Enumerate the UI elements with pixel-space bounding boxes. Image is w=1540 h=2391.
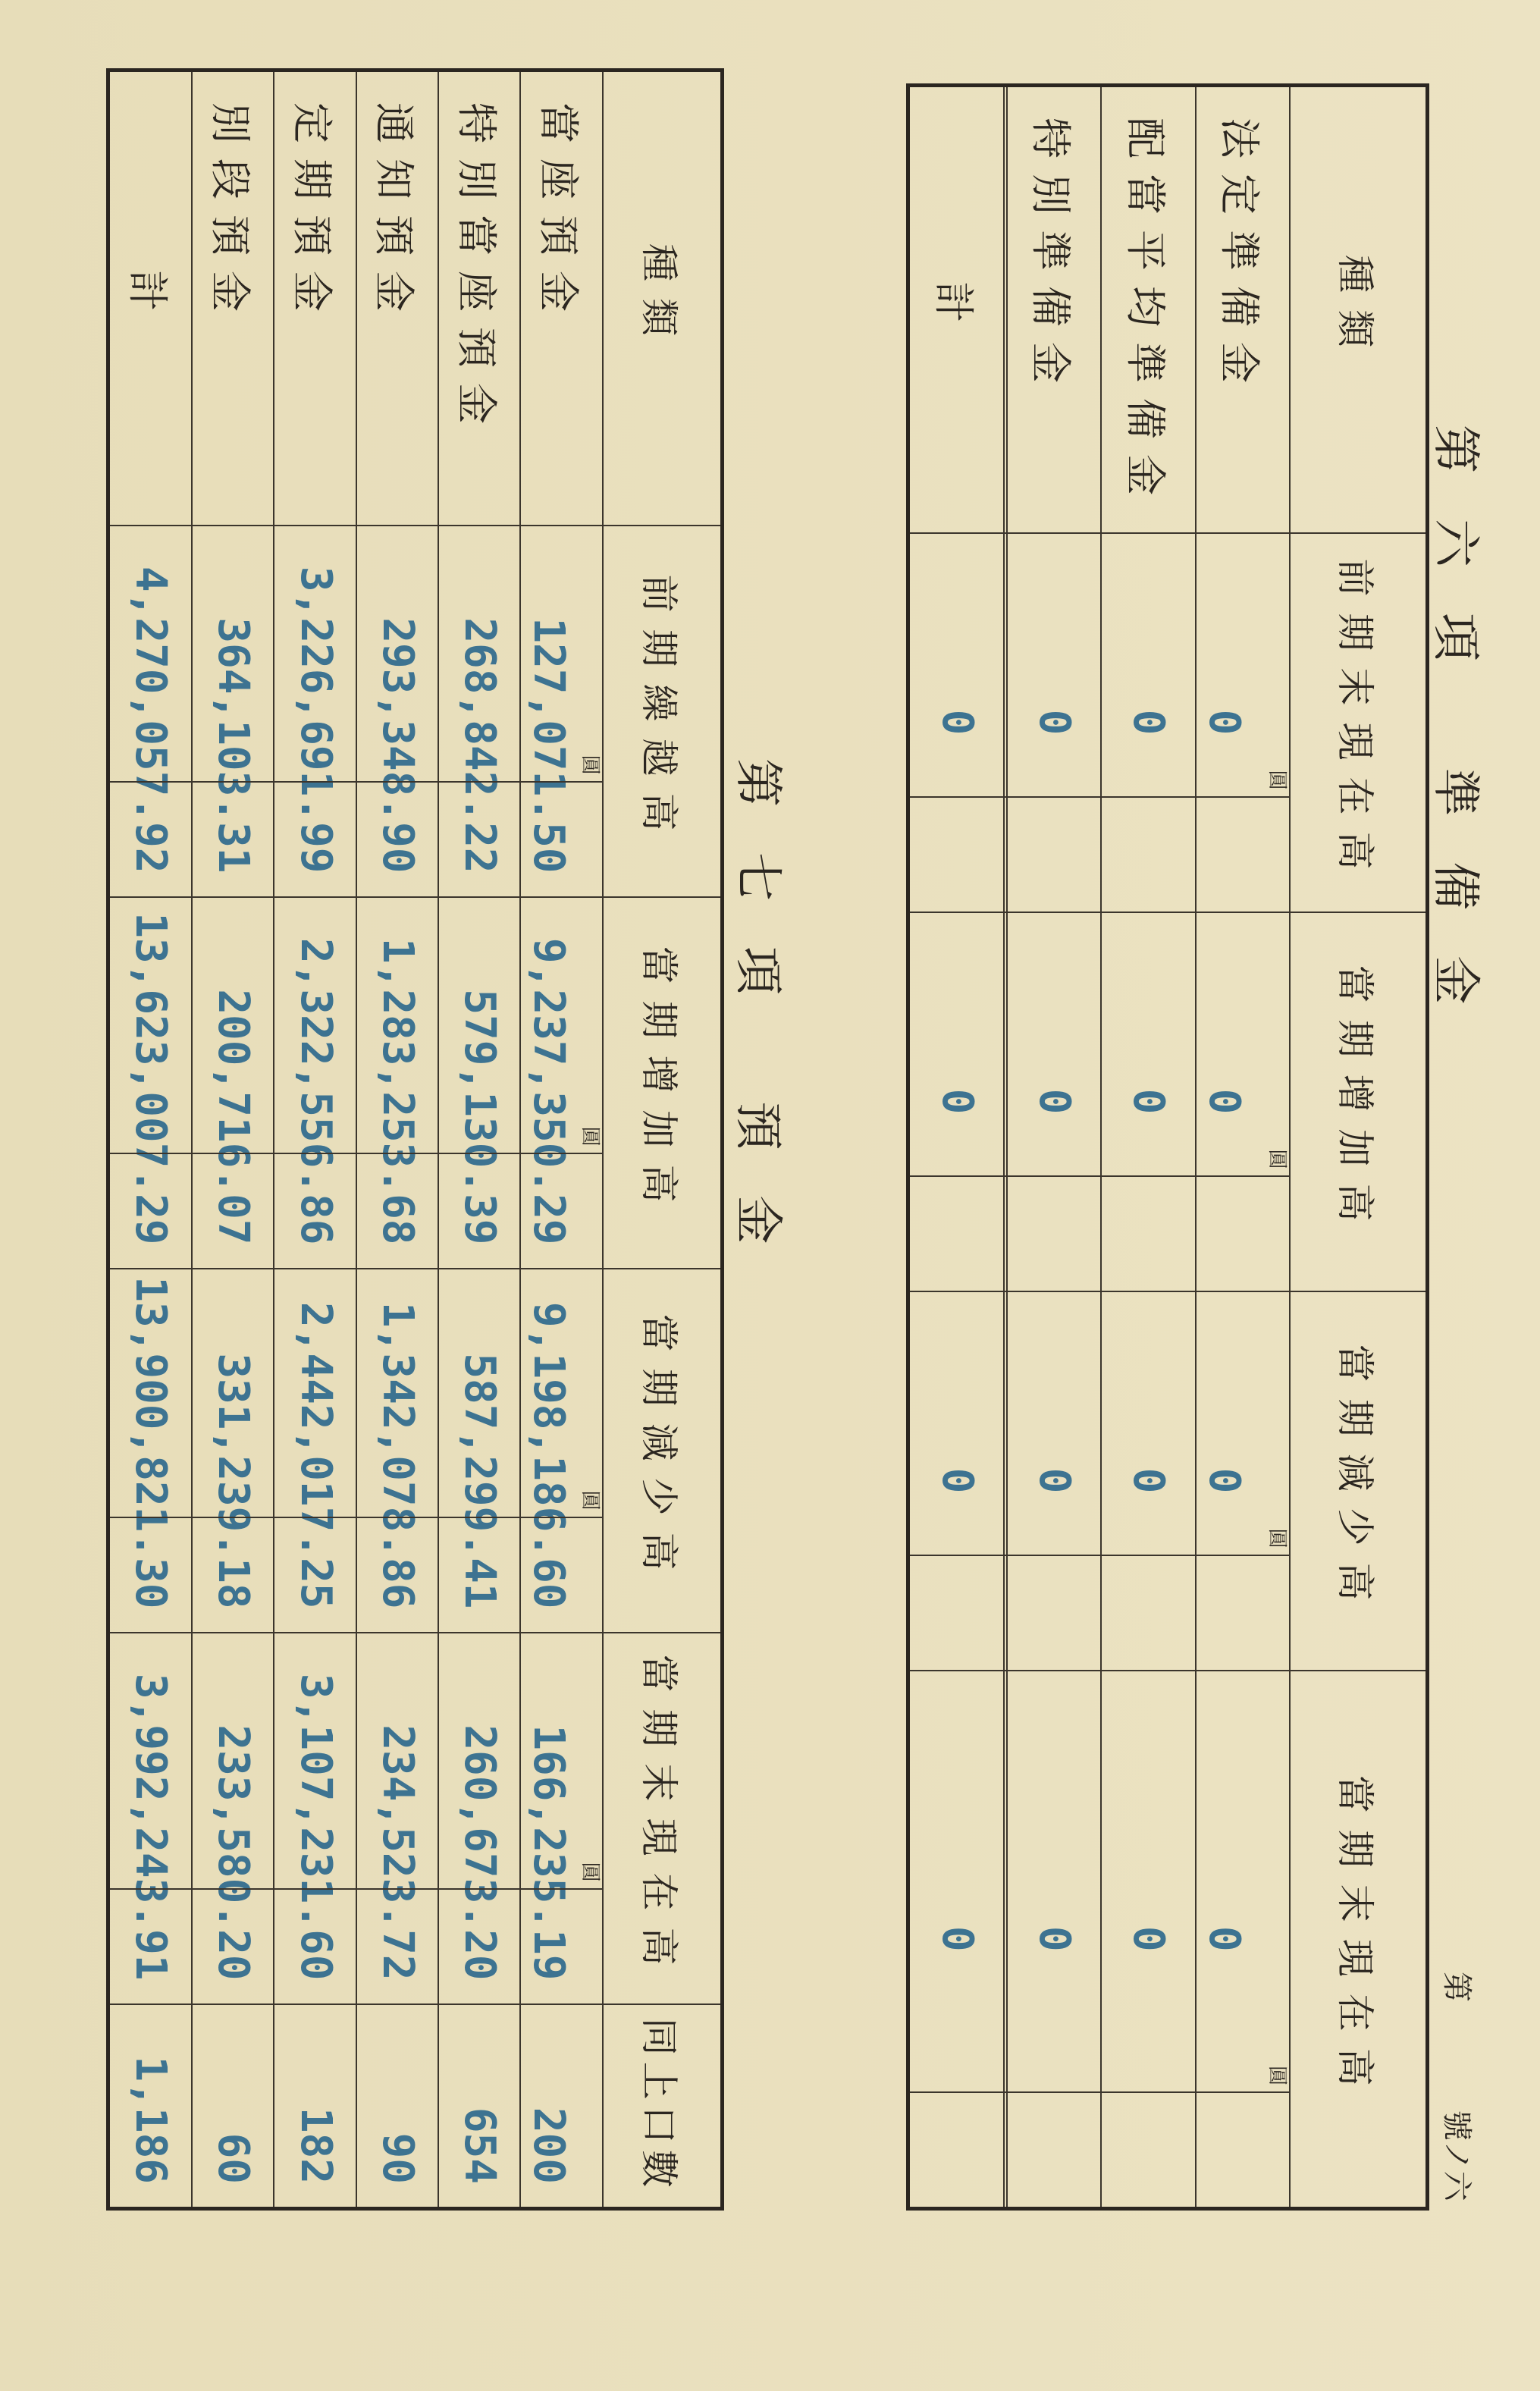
amount-cell bbox=[908, 912, 1005, 1291]
unit-label: 圓 bbox=[578, 1490, 601, 1511]
column-header: 當期增加高 bbox=[1290, 912, 1427, 1291]
amount-value: 0 bbox=[1029, 709, 1079, 736]
amount-cell bbox=[438, 1269, 520, 1633]
amount-cell bbox=[1101, 912, 1196, 1291]
column-header: 種類 bbox=[1290, 86, 1427, 533]
table-row bbox=[192, 71, 274, 2209]
amount-value: 0 bbox=[932, 1467, 982, 1494]
amount-value: 0 bbox=[1199, 1925, 1249, 1952]
row-kind-label: 計 bbox=[108, 71, 192, 526]
amount-value: 0 bbox=[1199, 709, 1249, 736]
amount-value: 2,322,556.86 bbox=[290, 937, 340, 1245]
amount-value: 3,107,231.60 bbox=[290, 1673, 340, 1981]
amount-value: 233,580.20 bbox=[209, 1724, 259, 1981]
amount-value: 587,299.41 bbox=[455, 1353, 505, 1609]
account-count-cell: 60 bbox=[192, 2004, 274, 2209]
amount-value: 331,239.18 bbox=[209, 1353, 259, 1609]
amount-cell bbox=[438, 1633, 520, 2004]
table-header-row bbox=[1290, 86, 1427, 2209]
amount-cell bbox=[274, 1269, 356, 1633]
amount-value: 166,235.19 bbox=[524, 1724, 574, 1981]
row-kind-label: 當座預金 bbox=[520, 71, 602, 526]
row-kind-label: 法定準備金 bbox=[1196, 86, 1291, 533]
row-kind-label: 計 bbox=[908, 86, 1005, 533]
amount-value: 13,623,007.29 bbox=[126, 912, 176, 1245]
table-row bbox=[908, 86, 1005, 2209]
page-number bbox=[1438, 1972, 1481, 2201]
amount-cell bbox=[1196, 1291, 1291, 1671]
row-kind-label: 特別準備金 bbox=[1007, 86, 1102, 533]
amount-cell bbox=[520, 897, 602, 1269]
amount-cell bbox=[1004, 912, 1006, 1291]
account-count-cell: 1,186 bbox=[108, 2004, 192, 2209]
amount-cell bbox=[520, 1633, 602, 2004]
deposits-table bbox=[106, 68, 724, 2211]
amount-cell bbox=[192, 1633, 274, 2004]
account-count-cell: 200 bbox=[520, 2004, 602, 2209]
amount-cell bbox=[908, 1291, 1005, 1671]
table-row bbox=[1101, 86, 1196, 2209]
amount-cell bbox=[108, 897, 192, 1269]
amount-cell bbox=[192, 1269, 274, 1633]
amount-value: 4,270,057.92 bbox=[126, 566, 176, 874]
amount-cell bbox=[438, 897, 520, 1269]
section7-title: 第七項 預金 bbox=[729, 758, 786, 1290]
amount-value: 268,842.22 bbox=[455, 617, 505, 874]
amount-cell bbox=[1007, 533, 1102, 912]
account-count-cell: 90 bbox=[356, 2004, 438, 2209]
table-row bbox=[520, 71, 602, 2209]
table-row bbox=[1196, 86, 1291, 2209]
section6-title: 第六項 準備金 bbox=[1427, 425, 1483, 1050]
amount-value: 9,237,350.29 bbox=[524, 937, 574, 1245]
unit-label: 圓 bbox=[1266, 1149, 1289, 1169]
amount-value: 3,226,691.99 bbox=[290, 566, 340, 874]
row-kind-label: 特別當座預金 bbox=[438, 71, 520, 526]
row-kind-label: 別段預金 bbox=[192, 71, 274, 526]
amount-cell bbox=[438, 526, 520, 897]
amount-value: 260,673.20 bbox=[455, 1724, 505, 1981]
column-header: 前期末現在高 bbox=[1290, 533, 1427, 912]
amount-value: 0 bbox=[1124, 1467, 1174, 1494]
amount-value: 127,071.50 bbox=[524, 617, 574, 874]
unit-label: 圓 bbox=[578, 1126, 601, 1147]
column-header: 當期末現在高 bbox=[603, 1633, 723, 2004]
table-row bbox=[356, 71, 438, 2209]
table-row bbox=[1004, 86, 1006, 2209]
account-count-cell: 182 bbox=[274, 2004, 356, 2209]
amount-cell bbox=[1101, 1671, 1196, 2209]
table-row bbox=[438, 71, 520, 2209]
amount-cell bbox=[192, 897, 274, 1269]
amount-cell bbox=[108, 526, 192, 897]
amount-cell bbox=[274, 1633, 356, 2004]
amount-value: 2,442,017.25 bbox=[290, 1301, 340, 1609]
column-header: 種類 bbox=[603, 71, 723, 526]
unit-label: 圓 bbox=[578, 755, 601, 775]
amount-cell bbox=[1007, 1291, 1102, 1671]
amount-cell bbox=[274, 526, 356, 897]
amount-value: 234,523.72 bbox=[372, 1724, 422, 1981]
amount-value: 3,992,243.91 bbox=[126, 1673, 176, 1981]
amount-cell bbox=[1196, 533, 1291, 912]
column-header: 同上口數 bbox=[603, 2004, 723, 2209]
table-header-row bbox=[603, 71, 723, 2209]
amount-value: 579,130.39 bbox=[455, 989, 505, 1245]
page-number-suffix: 號ノ六 bbox=[1439, 2110, 1474, 2201]
amount-cell bbox=[1007, 912, 1102, 1291]
amount-cell bbox=[274, 897, 356, 1269]
amount-value: 0 bbox=[932, 1088, 982, 1115]
amount-value: 0 bbox=[932, 1925, 982, 1952]
amount-value: 9,198,186.60 bbox=[524, 1301, 574, 1609]
amount-cell bbox=[520, 1269, 602, 1633]
account-count-cell: 654 bbox=[438, 2004, 520, 2209]
amount-value: 0 bbox=[1199, 1088, 1249, 1115]
unit-label: 圓 bbox=[1266, 1528, 1289, 1549]
amount-value: 200,716.07 bbox=[209, 989, 259, 1245]
amount-cell bbox=[1196, 1671, 1291, 2209]
row-kind-label: 通知預金 bbox=[356, 71, 438, 526]
amount-cell bbox=[1101, 1291, 1196, 1671]
column-header: 當期減少高 bbox=[1290, 1291, 1427, 1671]
amount-cell bbox=[520, 526, 602, 897]
page-number-prefix: 第 bbox=[1439, 1972, 1474, 2002]
column-header: 當期減少高 bbox=[603, 1269, 723, 1633]
amount-cell bbox=[356, 1633, 438, 2004]
amount-cell bbox=[108, 1633, 192, 2004]
amount-value: 0 bbox=[1029, 1467, 1079, 1494]
column-header: 前期繰越高 bbox=[603, 526, 723, 897]
amount-cell bbox=[1004, 1671, 1006, 2209]
table-row bbox=[1007, 86, 1102, 2209]
amount-value: 0 bbox=[1124, 1088, 1174, 1115]
table-row bbox=[274, 71, 356, 2209]
amount-cell bbox=[908, 533, 1005, 912]
reserves-table bbox=[906, 83, 1429, 2211]
amount-value: 293,348.90 bbox=[372, 617, 422, 874]
amount-cell bbox=[108, 1269, 192, 1633]
amount-cell bbox=[908, 1671, 1005, 2209]
amount-cell bbox=[1101, 533, 1196, 912]
amount-cell bbox=[1007, 1671, 1102, 2209]
row-kind-label bbox=[1004, 86, 1006, 533]
amount-cell bbox=[356, 1269, 438, 1633]
amount-cell bbox=[1004, 533, 1006, 912]
amount-value: 1,342,078.86 bbox=[372, 1301, 422, 1609]
amount-cell bbox=[192, 526, 274, 897]
amount-value: 1,283,253.68 bbox=[372, 937, 422, 1245]
amount-cell bbox=[1196, 912, 1291, 1291]
amount-cell bbox=[356, 526, 438, 897]
unit-label: 圓 bbox=[1266, 770, 1289, 790]
unit-label: 圓 bbox=[578, 1862, 601, 1882]
column-header: 當期末現在高 bbox=[1290, 1671, 1427, 2209]
row-kind-label: 定期預金 bbox=[274, 71, 356, 526]
amount-value: 364,103.31 bbox=[209, 617, 259, 874]
amount-value: 13,900,821.30 bbox=[126, 1276, 176, 1609]
amount-value: 0 bbox=[932, 709, 982, 736]
amount-value: 0 bbox=[1029, 1088, 1079, 1115]
amount-value: 0 bbox=[1199, 1467, 1249, 1494]
amount-value: 0 bbox=[1029, 1925, 1079, 1952]
table-row bbox=[108, 71, 192, 2209]
row-kind-label: 配當平均準備金 bbox=[1101, 86, 1196, 533]
amount-value: 0 bbox=[1124, 1925, 1174, 1952]
amount-cell bbox=[1004, 1291, 1006, 1671]
amount-value: 0 bbox=[1124, 709, 1174, 736]
amount-cell bbox=[356, 897, 438, 1269]
column-header: 當期增加高 bbox=[603, 897, 723, 1269]
unit-label: 圓 bbox=[1266, 2065, 1289, 2085]
